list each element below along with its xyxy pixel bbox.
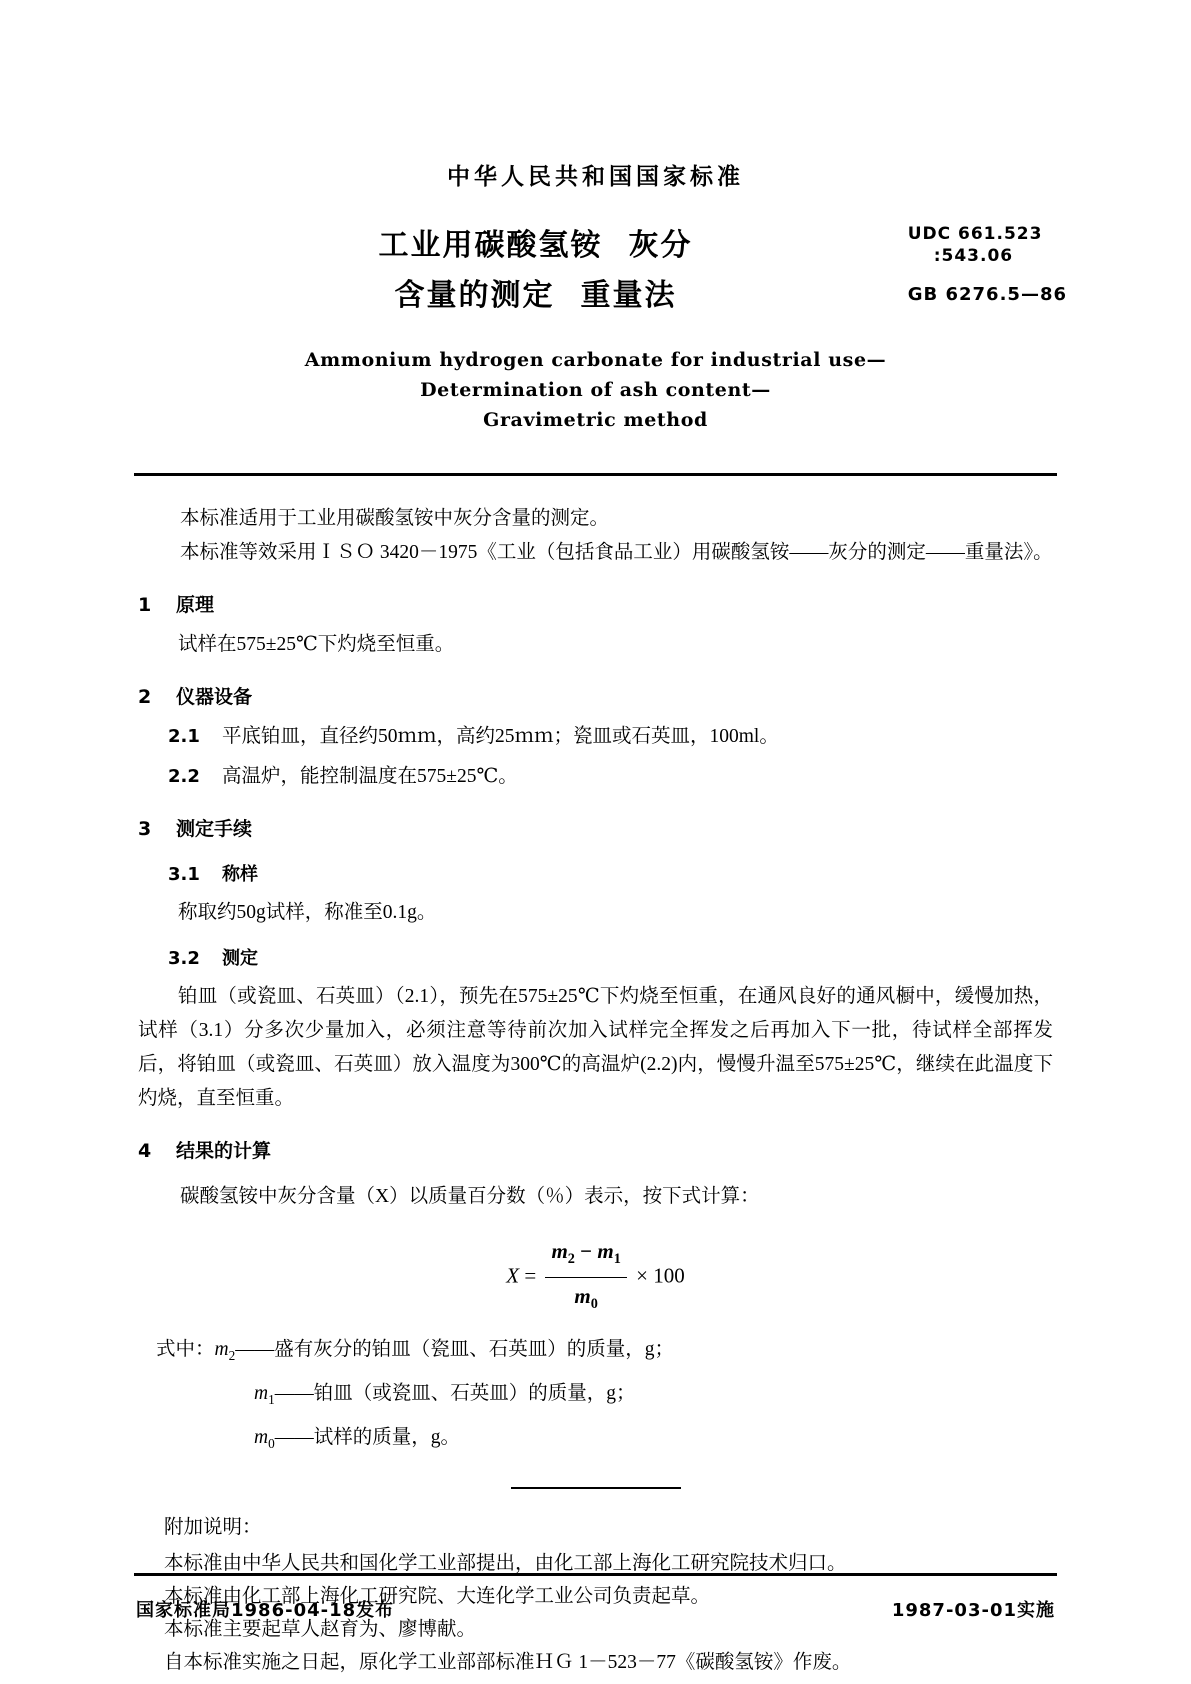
udc-line1: UDC 661.523 bbox=[907, 224, 1043, 244]
section-2-heading bbox=[138, 680, 1053, 714]
title-row bbox=[124, 221, 1067, 331]
formula-num-a-sub: 2 bbox=[567, 1250, 575, 1267]
footer-divider bbox=[134, 1573, 1057, 1576]
title-en-line3: Gravimetric method bbox=[483, 409, 708, 431]
notes-line-3: 本标准主要起草人赵育为、廖博献。 bbox=[164, 1618, 477, 1640]
section-3-2-heading bbox=[168, 942, 1053, 976]
legend-lead: 式中： bbox=[156, 1338, 215, 1360]
legend-m0-text: ——试样的质量，g。 bbox=[274, 1426, 460, 1448]
section-3-2-label: 3.2 bbox=[168, 948, 200, 969]
formula-block bbox=[138, 1234, 1053, 1321]
section-4-number: 4 bbox=[138, 1140, 152, 1162]
section-1-text: 试样在575±25℃下灼烧至恒重。 bbox=[178, 634, 455, 655]
title-english bbox=[124, 345, 1067, 435]
section-3-2-title: 测定 bbox=[222, 948, 258, 969]
formula-den-sub: 0 bbox=[590, 1295, 598, 1312]
section-2-number: 2 bbox=[138, 686, 152, 708]
section-4-intro: 碳酸氢铵中灰分含量（X）以质量百分数（％）表示，按下式计算： bbox=[180, 1186, 760, 1207]
legend-m0-sub: 0 bbox=[268, 1435, 275, 1451]
section-1-number: 1 bbox=[138, 594, 152, 616]
formula-num-b-sub: 1 bbox=[613, 1250, 621, 1267]
document-body bbox=[124, 502, 1067, 1679]
intro-paragraph-2: 本标准等效采用ＩＳＯ 3420－1975《工业（包括食品工业）用碳酸氢铵——灰分的测定——重量法》。 bbox=[180, 542, 1053, 563]
section-3-1-heading bbox=[168, 858, 1053, 892]
formula-num-b: m bbox=[597, 1238, 614, 1263]
section-4-heading bbox=[138, 1134, 1053, 1168]
section-2-2-text: 高温炉，能控制温度在575±25℃。 bbox=[222, 766, 518, 787]
section-3-number: 3 bbox=[138, 818, 152, 840]
legend-m0 bbox=[156, 1421, 1053, 1461]
notes-heading: 附加说明： bbox=[164, 1516, 262, 1538]
notes-line-2: 本标准由化工部上海化工研究院、大连化学工业公司负责起草。 bbox=[164, 1585, 711, 1607]
section-3-heading bbox=[138, 812, 1053, 846]
section-2-1-text: 平底铂皿，直径约50ｍｍ，高约25ｍｍ；瓷皿或石英皿，100ml。 bbox=[222, 726, 779, 747]
section-3-2-text: 铂皿（或瓷皿、石英皿）（2.1），预先在575±25℃下灼烧至恒重，在通风良好的通风橱中，缓慢加热，试样（3.1）分多次少量加入，必须注意等待前次加入试样完全挥发之后再加入下一批，待试样全部挥发后，将铂皿（或瓷皿、石英皿）放入温度为300℃的高温炉(2.2)内，慢慢升温至575±25℃，继续在此温度下灼烧，直至恒重。 bbox=[138, 986, 1053, 1109]
formula-numerator bbox=[545, 1234, 626, 1278]
footer-issue-date: 国家标准局1986-04-18发布 bbox=[136, 1600, 395, 1621]
formula-lhs: X bbox=[506, 1263, 520, 1287]
gb-standard-number: GB 6276.5—86 bbox=[907, 284, 1067, 305]
notes-line-1: 本标准由中华人民共和国化学工业部提出，由化工部上海化工研究院技术归口。 bbox=[164, 1552, 847, 1574]
section-4-title: 结果的计算 bbox=[176, 1140, 272, 1162]
section-1-heading bbox=[138, 588, 1053, 622]
title-cn-line1-a: 工业用碳酸氢铵 bbox=[378, 228, 603, 263]
notes-line-4: 自本标准实施之日起，原化学工业部部标准ＨＧ 1－523－77《碳酸氢铵》作废。 bbox=[164, 1651, 852, 1673]
section-2-2-label: 2.2 bbox=[168, 766, 200, 787]
udc-line2: :543.06 bbox=[933, 246, 1014, 266]
legend-m2-sub: 2 bbox=[228, 1347, 236, 1363]
additional-notes bbox=[138, 1511, 1053, 1679]
legend-m2-symbol: m bbox=[214, 1338, 229, 1360]
section-2-1 bbox=[168, 720, 1053, 754]
section-3-1-label: 3.1 bbox=[168, 864, 200, 885]
section-2-title: 仪器设备 bbox=[176, 686, 253, 708]
intro-paragraph-1: 本标准适用于工业用碳酸氢铵中灰分含量的测定。 bbox=[180, 508, 610, 529]
title-en-line2: Determination of ash content— bbox=[420, 379, 771, 401]
title-en-line1: Ammonium hydrogen carbonate for industrial use— bbox=[304, 349, 887, 371]
section-3-1-title: 称样 bbox=[222, 864, 258, 885]
header-divider bbox=[134, 473, 1057, 476]
page-footer bbox=[136, 1596, 1055, 1622]
page-content bbox=[124, 0, 1067, 1684]
legend-m2 bbox=[156, 1333, 1053, 1373]
section-2-1-label: 2.1 bbox=[168, 726, 200, 747]
title-cn-line2-b: 重量法 bbox=[580, 278, 677, 313]
formula-minus: − bbox=[580, 1238, 593, 1263]
legend-m1-sub: 1 bbox=[268, 1391, 275, 1407]
formula-equals: = bbox=[524, 1263, 537, 1287]
formula-num-a: m bbox=[551, 1238, 568, 1263]
standard-code-block bbox=[908, 223, 1067, 306]
section-2-2 bbox=[168, 760, 1053, 794]
legend-m0-symbol: m bbox=[254, 1426, 269, 1448]
legend-m1 bbox=[156, 1377, 1053, 1417]
section-3-title: 测定手续 bbox=[176, 818, 253, 840]
title-cn-line1-b: 灰分 bbox=[628, 228, 693, 263]
footer-effective-date: 1987-03-01实施 bbox=[891, 1600, 1055, 1621]
section-3-1-text: 称取约50g试样，称准至0.1g。 bbox=[178, 902, 437, 923]
formula-den: m bbox=[574, 1283, 591, 1308]
legend-m1-symbol: m bbox=[254, 1382, 269, 1404]
title-cn-line2-a: 含量的测定 bbox=[394, 278, 555, 313]
formula-tail: × 100 bbox=[636, 1263, 685, 1287]
legend-m2-text: ——盛有灰分的铂皿（瓷皿、石英皿）的质量，g； bbox=[235, 1338, 674, 1360]
notes-divider bbox=[511, 1487, 681, 1489]
formula-legend bbox=[156, 1333, 1053, 1461]
section-1-title: 原理 bbox=[176, 594, 215, 616]
legend-m1-text: ——铂皿（或瓷皿、石英皿）的质量，g； bbox=[274, 1382, 636, 1404]
national-standard-heading: 中华人民共和国国家标准 bbox=[447, 164, 744, 190]
formula-fraction bbox=[545, 1234, 626, 1321]
formula-denominator bbox=[545, 1278, 626, 1321]
